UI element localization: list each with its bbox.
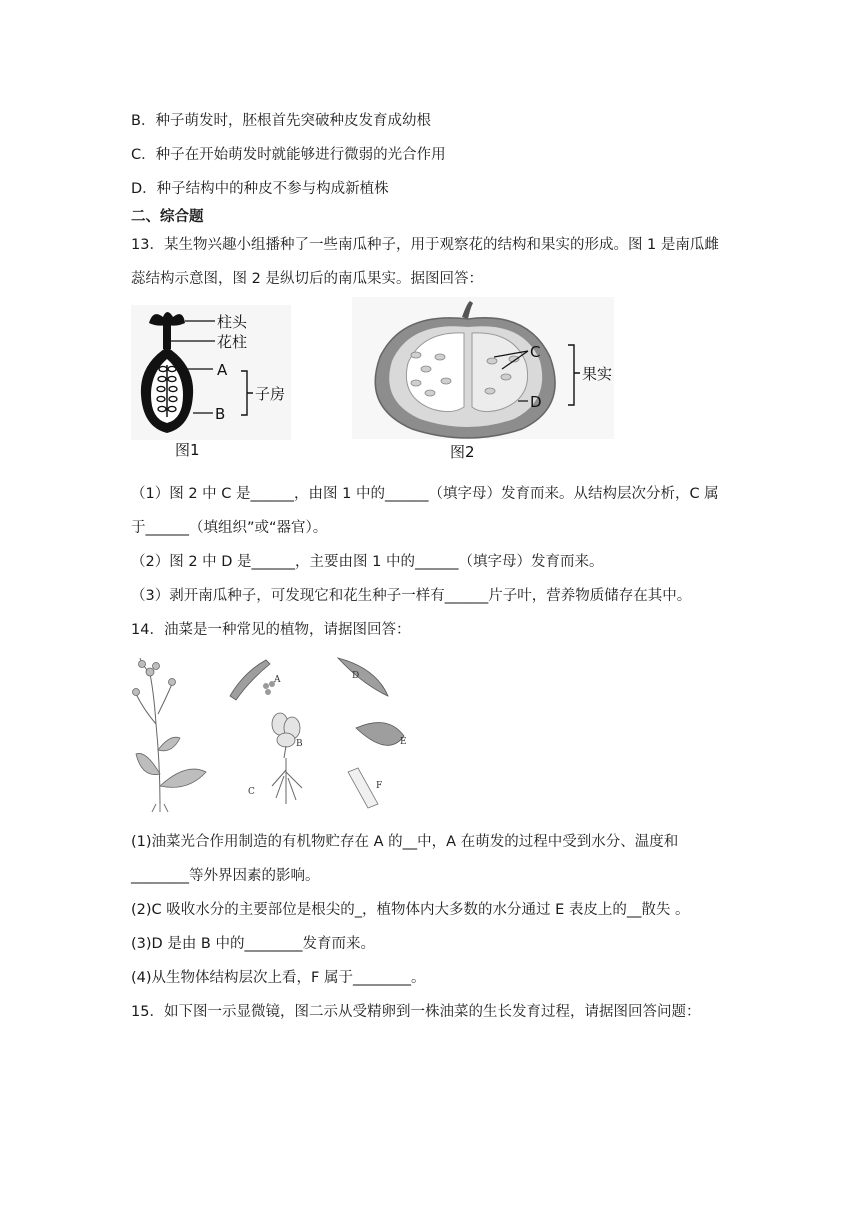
section-title: 二、综合题 xyxy=(131,209,204,225)
label-a: A xyxy=(274,675,281,685)
q14-sub1-line1: (1)油菜光合作用制造的有机物贮存在 A 的__中，A 在萌发的过程中受到水分、温度和 xyxy=(131,834,679,850)
q13-sub2: （2）图 2 中 D 是______，主要由图 1 中的______（填字母）发育而来。 xyxy=(131,554,604,570)
option-d: D．种子结构中的种皮不参与构成新植株 xyxy=(131,181,389,197)
pistil-diagram xyxy=(131,305,291,465)
option-b: B．种子萌发时，胚根首先突破种皮发育成幼根 xyxy=(131,113,431,129)
label-style: 花柱 xyxy=(217,333,248,351)
q13-sub3: （3）剥开南瓜种子，可发现它和花生种子一样有______片子叶，营养物质储存在其中。 xyxy=(131,588,692,604)
label-f: F xyxy=(376,781,383,791)
q13-sub1-line2: 于______（填组织”或“器官）。 xyxy=(131,520,328,536)
q15-stem: 15．如下图一示显微镜，图二示从受精卵到一株油菜的生长发育过程，请据图回答问题： xyxy=(131,1004,701,1020)
q14-sub2: (2)C 吸收水分的主要部位是根尖的_，植物体内大多数的水分通过 E 表皮上的__散失 。 xyxy=(131,902,690,918)
fig2-caption: 图2 xyxy=(450,443,475,461)
rapeseed-parts-diagram xyxy=(126,654,426,814)
label-a: A xyxy=(217,361,228,379)
option-c: C．种子在开始萌发时就能够进行微弱的光合作用 xyxy=(131,147,446,163)
q14-stem: 14．油菜是一种常见的植物，请据图回答： xyxy=(131,622,411,638)
label-e: E xyxy=(400,737,407,747)
label-b: B xyxy=(215,405,226,423)
label-d: D xyxy=(352,671,360,681)
label-c: C xyxy=(248,787,255,797)
q14-sub1-line2: ________等外界因素的影响。 xyxy=(131,868,320,884)
pumpkin-section-diagram xyxy=(292,297,632,465)
q13-stem-line1: 13．某生物兴趣小组播种了一些南瓜种子，用于观察花的结构和果实的形成。图 1 是南瓜雌 xyxy=(131,237,719,253)
label-stigma: 柱头 xyxy=(217,313,248,331)
label-d: D xyxy=(530,393,542,411)
label-ovary: 子房 xyxy=(255,385,286,403)
label-b: B xyxy=(296,739,303,749)
q14-sub3: (3)D 是由 B 中的________发育而来。 xyxy=(131,936,375,952)
label-fruit: 果实 xyxy=(582,365,613,383)
fig1-caption: 图1 xyxy=(175,441,200,459)
label-c: C xyxy=(530,343,541,361)
q13-sub1-line1: （1）图 2 中 C 是______，由图 1 中的______（填字母）发育而来。从结构层次分析，C 属 xyxy=(131,486,719,502)
q13-stem-line2: 蕊结构示意图，图 2 是纵切后的南瓜果实。据图回答： xyxy=(131,271,483,287)
q14-sub4: (4)从生物体结构层次上看，F 属于________。 xyxy=(131,970,426,986)
